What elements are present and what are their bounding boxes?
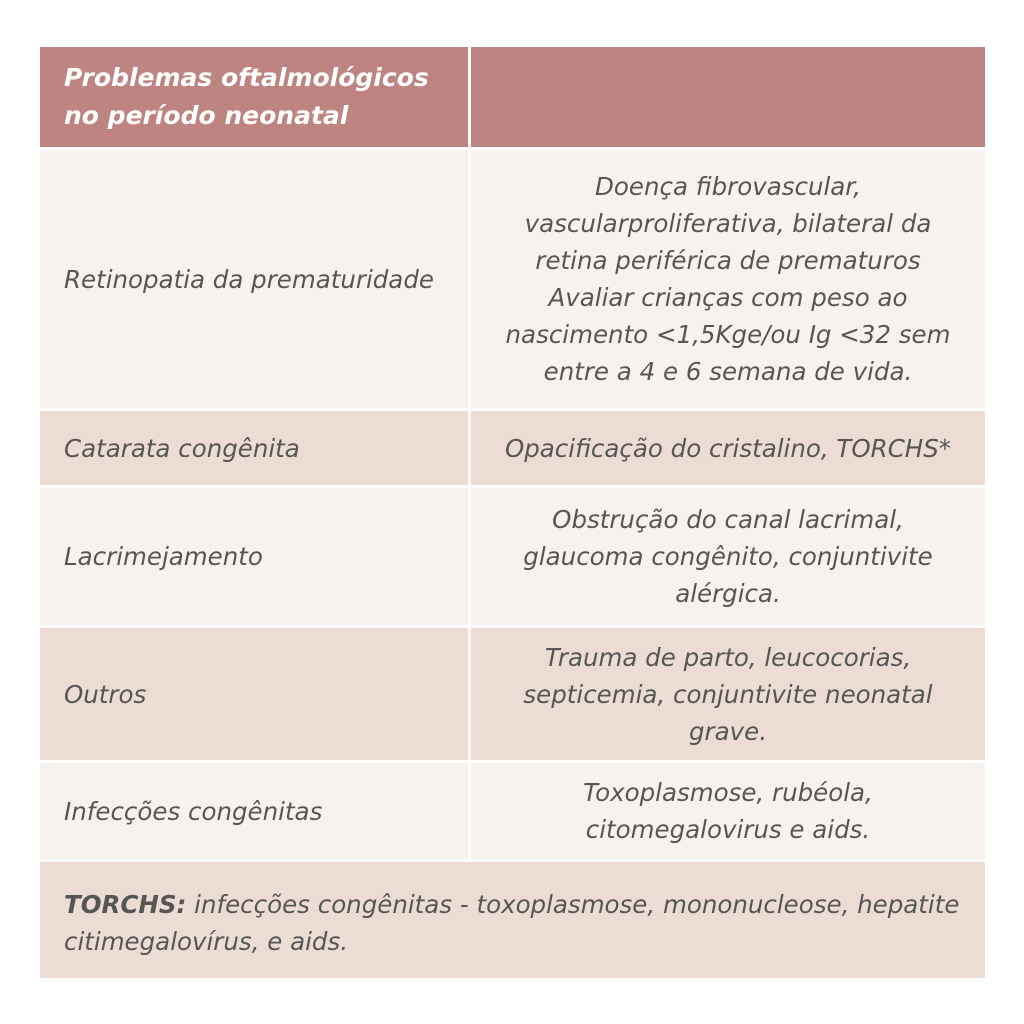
table-row xyxy=(40,488,985,625)
condition-cell xyxy=(40,763,468,859)
table-row xyxy=(40,411,985,485)
table-row xyxy=(40,150,985,408)
description-text: Trauma de parto, leucocorias, septicemia, conjuntivite neonatal grave. xyxy=(523,642,933,746)
table-header-row xyxy=(40,47,985,147)
table-row xyxy=(40,763,985,859)
neonatal-eye-problems-table xyxy=(40,47,985,978)
description-cell xyxy=(471,411,985,485)
description-cell xyxy=(471,488,985,625)
description-cell xyxy=(471,763,985,859)
description-cell xyxy=(471,628,985,760)
description-text: Doença fibrovascular, vascularproliferativa, bilateral da retina periférica de prematuros Avaliar crianças com peso ao nascimento <1,5Kge/ou Ig <32 sem entre a 4 e 6 semana de vida. xyxy=(505,172,951,386)
condition-label: Lacrimejamento xyxy=(64,542,263,571)
header-cell-right xyxy=(471,47,985,147)
description-text: Obstrução do canal lacrimal, glaucoma congênito, conjuntivite alérgica. xyxy=(523,505,933,608)
description-text: Toxoplasmose, rubéola, citomegalovirus e aids. xyxy=(583,778,873,844)
condition-cell xyxy=(40,411,468,485)
header-cell-left xyxy=(40,47,468,147)
condition-label: Catarata congênita xyxy=(64,433,300,463)
condition-cell xyxy=(40,488,468,625)
condition-label: Outros xyxy=(64,679,147,709)
table-title: Problemas oftalmológicos no período neonatal xyxy=(64,63,429,130)
footnote-text: infecções congênitas - toxoplasmose, mononucleose, hepatite citimegalovírus, e aids. xyxy=(64,890,960,956)
footnote-term: TORCHS: xyxy=(64,890,187,919)
condition-label: Infecções congênitas xyxy=(64,796,323,826)
table-row xyxy=(40,628,985,760)
description-cell xyxy=(471,150,985,408)
description-text: Opacificação do cristalino, TORCHS* xyxy=(504,433,952,463)
table-footnote xyxy=(40,862,985,978)
condition-cell xyxy=(40,628,468,760)
condition-cell xyxy=(40,150,468,408)
condition-label: Retinopatia da prematuridade xyxy=(64,264,434,294)
